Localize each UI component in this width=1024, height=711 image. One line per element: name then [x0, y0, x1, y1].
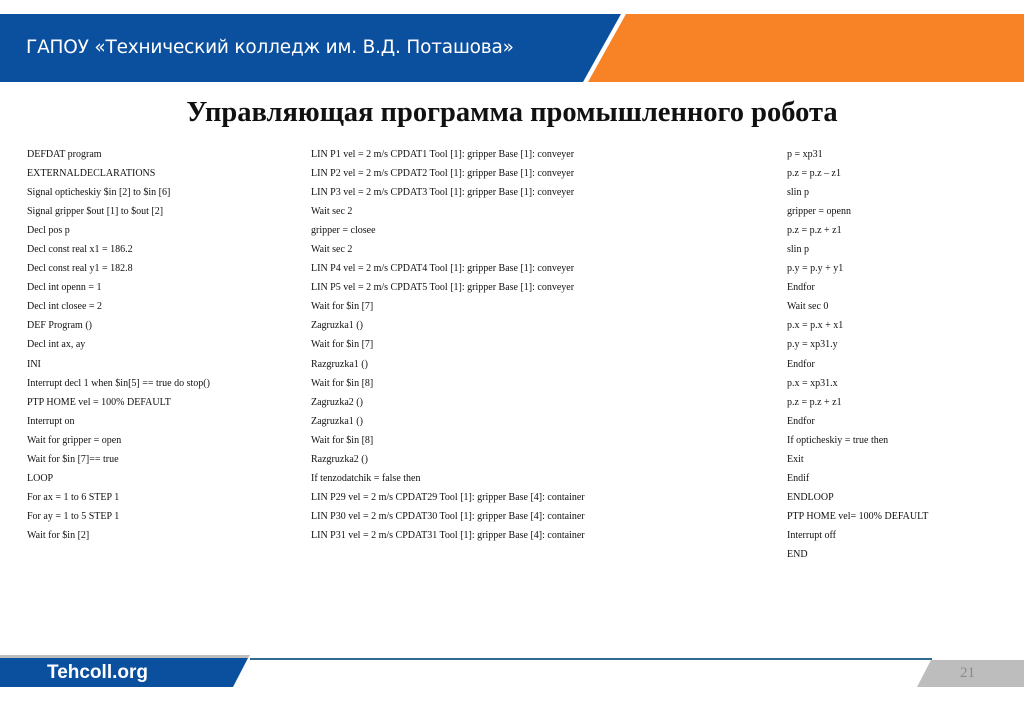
code-line: Zagruzka1 (): [311, 415, 363, 427]
code-line: Interrupt on: [27, 415, 75, 427]
code-line: p.z = p.z + z1: [787, 225, 842, 237]
code-line: p.y = xp31.y: [787, 339, 838, 351]
code-line: PTP HOME vel = 100% DEFAULT: [27, 396, 171, 408]
code-line: p = xp31: [787, 149, 823, 160]
code-line: Endfor: [787, 415, 815, 427]
code-line: Zagruzka2 (): [311, 396, 363, 408]
page-number: 21: [960, 665, 975, 681]
code-line: gripper = closee: [311, 225, 376, 237]
code-line: LIN P30 vel = 2 m/s CPDAT30 Tool [1]: gripper Base [4]: container: [311, 510, 585, 522]
code-line: Signal opticheskiy $in [2] to $in [6]: [27, 187, 171, 199]
code-line: Decl int openn = 1: [27, 282, 102, 294]
code-line: p.x = p.x + x1: [787, 320, 844, 332]
code-line: slin p: [787, 244, 809, 256]
code-line: If tenzodatchik = false then: [311, 472, 421, 484]
code-line: LIN P5 vel = 2 m/s CPDAT5 Tool [1]: gripper Base [1]: conveyer: [311, 282, 575, 294]
code-line: LOOP: [27, 472, 54, 484]
code-line: Razgruzka2 (): [311, 453, 368, 465]
code-line: LIN P1 vel = 2 m/s CPDAT1 Tool [1]: gripper Base [1]: conveyer: [311, 149, 575, 160]
code-line: Wait for $in [7]: [311, 301, 374, 313]
code-line: ENDLOOP: [787, 491, 834, 503]
code-line: Exit: [787, 453, 804, 465]
slide-title: Управляющая программа промышленного робота: [186, 97, 838, 128]
code-line: LIN P2 vel = 2 m/s CPDAT2 Tool [1]: gripper Base [1]: conveyer: [311, 168, 575, 180]
code-line: Zagruzka1 (): [311, 320, 363, 332]
code-line: Signal gripper $out [1] to $out [2]: [27, 206, 164, 218]
code-line: Endfor: [787, 282, 815, 294]
code-line: Endfor: [787, 358, 815, 370]
code-line: LIN P4 vel = 2 m/s CPDAT4 Tool [1]: gripper Base [1]: conveyer: [311, 263, 575, 275]
code-line: Endif: [787, 472, 810, 484]
code-line: For ay = 1 to 5 STEP 1: [27, 510, 120, 522]
code-line: Decl int closee = 2: [27, 301, 103, 313]
code-line: p.y = p.y + y1: [787, 263, 844, 275]
footer-band-shape: [0, 655, 1024, 689]
code-line: PTP HOME vel= 100% DEFAULT: [787, 510, 929, 522]
code-line: INI: [27, 358, 41, 370]
code-line: DEFDAT program: [27, 149, 102, 160]
code-line: Decl const real y1 = 182.8: [27, 263, 133, 275]
code-line: Wait for $in [8]: [311, 377, 374, 389]
code-line: Decl pos p: [27, 225, 70, 237]
code-line: For ax = 1 to 6 STEP 1: [27, 491, 120, 503]
code-line: Interrupt off: [787, 529, 836, 541]
code-line: Decl int ax, ay: [27, 339, 86, 351]
code-line: LIN P3 vel = 2 m/s CPDAT3 Tool [1]: gripper Base [1]: conveyer: [311, 187, 575, 199]
code-line: Wait for gripper = open: [27, 434, 122, 446]
program-column-2: [311, 145, 585, 545]
program-column-1: [27, 145, 210, 545]
code-line: Wait sec 2: [311, 206, 353, 218]
code-line: EXTERNALDECLARATIONS: [27, 168, 156, 180]
organization-name: ГАПОУ «Технический колледж им. В.Д. Поташова»: [26, 37, 514, 58]
code-line: Wait sec 2: [311, 244, 353, 256]
code-line: Wait for $in [7]: [311, 339, 374, 351]
footer-brand: Tehcoll.org: [47, 662, 148, 683]
code-line: slin p: [787, 187, 809, 199]
code-line: Interrupt decl 1 when $in[5] == true do stop(): [27, 377, 210, 389]
code-line: Wait for $in [8]: [311, 434, 374, 446]
code-line: p.z = p.z + z1: [787, 396, 842, 408]
code-line: Decl const real x1 = 186.2: [27, 244, 133, 256]
code-line: Wait sec 0: [787, 301, 829, 313]
code-line: Wait for $in [2]: [27, 529, 90, 541]
code-line: LIN P29 vel = 2 m/s CPDAT29 Tool [1]: gripper Base [4]: container: [311, 491, 585, 503]
code-line: END: [787, 548, 808, 560]
program-column-3: [787, 145, 928, 564]
code-line: p.x = xp31.x: [787, 377, 838, 389]
code-line: If opticheskiy = true then: [787, 434, 889, 446]
code-line: Wait for $in [7]== true: [27, 453, 119, 465]
code-line: LIN P31 vel = 2 m/s CPDAT31 Tool [1]: gripper Base [4]: container: [311, 529, 585, 541]
code-line: Razgruzka1 (): [311, 358, 368, 370]
code-line: p.z = p.z – z1: [787, 168, 841, 180]
code-line: gripper = openn: [787, 206, 851, 218]
code-line: DEF Program (): [27, 320, 92, 332]
